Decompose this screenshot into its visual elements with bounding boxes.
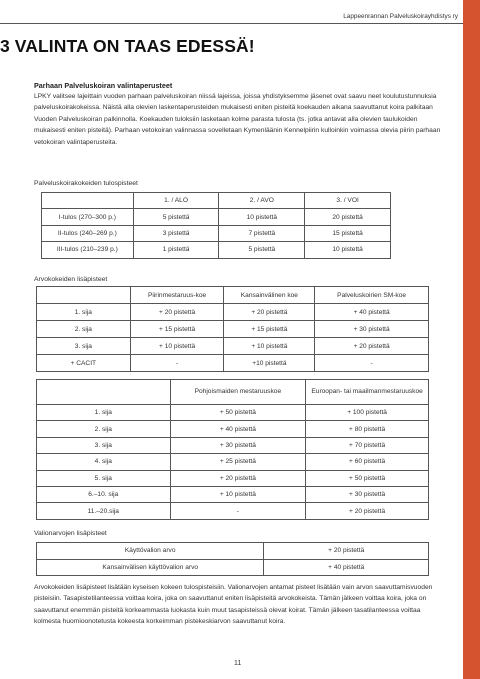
- row-label: 3. sija: [37, 437, 171, 453]
- table-cell: + 40 pistettä: [170, 421, 306, 437]
- table-cell: 1 pistettä: [133, 242, 219, 258]
- row-label: 5. sija: [37, 470, 171, 486]
- table-row: [37, 437, 429, 453]
- table-header-cell: Piirinmestaruus-koe: [130, 287, 224, 304]
- table-header-cell: Palveluskoirien SM-koe: [315, 287, 429, 304]
- table-header-cell: Kansainvälinen koe: [224, 287, 315, 304]
- table-header-cell: 3. / VOI: [305, 193, 391, 209]
- table-header-cell: 1. / ALO: [133, 193, 219, 209]
- accent-side-bar: [463, 0, 480, 679]
- organization-name: Lappeenrannan Palveluskoirayhdistys ry: [343, 13, 458, 20]
- table-row: [37, 503, 429, 519]
- table-cell: + 50 pistettä: [306, 470, 429, 486]
- table-row: [42, 209, 391, 225]
- page-number: 11: [234, 660, 242, 667]
- table-cell: + 20 pistettä: [306, 503, 429, 519]
- table-cell: + 40 pistettä: [264, 559, 429, 576]
- title-points-table: [36, 542, 429, 576]
- row-label: 6.–10. sija: [37, 486, 171, 502]
- row-label: III-tulos (210–239 p.): [42, 242, 134, 258]
- table-row: [37, 486, 429, 502]
- table-header-row: [42, 193, 391, 209]
- title-table-caption: Valionarvojen lisäpisteet: [34, 530, 107, 537]
- table-row: [37, 470, 429, 486]
- results-points-table: [41, 192, 391, 259]
- table-cell: + 15 pistettä: [130, 321, 224, 338]
- table-row: [37, 304, 429, 321]
- table-header-row: [37, 287, 429, 304]
- table-cell: 7 pistettä: [219, 225, 305, 241]
- table-header-cell: Euroopan- tai maailmanmestaruuskoe: [306, 380, 429, 405]
- table-header-cell: 2. / AVO: [219, 193, 305, 209]
- row-label: I-tulos (270–300 p.): [42, 209, 134, 225]
- header-divider: [0, 23, 463, 24]
- table-cell: 20 pistettä: [305, 209, 391, 225]
- table-cell: + 30 pistettä: [306, 486, 429, 502]
- table-cell: + 10 pistettä: [170, 486, 306, 502]
- page-title: 3 VALINTA ON TAAS EDESSÄ!: [0, 36, 255, 56]
- show-points-table: [36, 286, 429, 372]
- table-row: [37, 321, 429, 338]
- table-cell: + 15 pistettä: [224, 321, 315, 338]
- table-row: [37, 405, 429, 421]
- intro-paragraph: LPKY valitsee lajeittain vuoden parhaan palveluskoiran niissä lajeissa, joissa yhdistyksemme jäsenet ovat saavu neet koulutustunnuksia palveluskoirakokeissa. Näistä alla olevien laskentaperusteiden mukaisesti eniten pisteitä koekauden aikana saavuttanut koira palkitaan Vuoden Palveluskoiran palkinnolla. Koekauden tuloksiin lasketaan kolme parasta tulosta (ts. jotka antavat alla olevien taulukoiden mukaisesti eniten pisteitä). Parhaan vetokoiran valinnassa sovelletaan Kymenläänin Kennelpiirin kulloinkin voimassa olevia piirin parhaan vetokoiran valintaperusteita.: [34, 93, 441, 146]
- table-cell: + 100 pistettä: [306, 405, 429, 421]
- table-cell: + 10 pistettä: [224, 338, 315, 355]
- row-label: Kansainvälisen käyttövalion arvo: [37, 559, 264, 576]
- table-cell: -: [315, 355, 429, 372]
- table-cell: + 60 pistettä: [306, 454, 429, 470]
- table-cell: 10 pistettä: [305, 242, 391, 258]
- table-cell: + 20 pistettä: [130, 304, 224, 321]
- section-heading: Parhaan Palveluskoiran valintaperusteet: [34, 81, 173, 90]
- outro-paragraph: Arvokokeiden lisäpisteet lisätään kyseisen kokeen tulospisteisiin. Valionarvojen antamat pisteet lisätään vain arvon saavuttamisvuoden pisteisiin. Tasapistetilanteessa voittaa koira, joka on saavuttanut eniten lisäpisteitä arvokokeista. Tämän jälkeen voittaa koira, joka on saavuttanut enemmän pisteitä korkeammasta luokasta kuin muut tasapisteissä olevat koirat. Tämän jälkeen tasatilanteessa voittaa kolmesta huomioonotetusta kokeesta korkeimman pistekeskiarvon saavuttanut koira.: [34, 584, 433, 625]
- row-label: 4. sija: [37, 454, 171, 470]
- table-header-cell: Pohjoismaiden mestaruuskoe: [170, 380, 306, 405]
- row-label: 2. sija: [37, 321, 131, 338]
- show-table-caption: Arvokokeiden lisäpisteet: [34, 276, 108, 283]
- row-label: 1. sija: [37, 405, 171, 421]
- table-cell: + 20 pistettä: [170, 470, 306, 486]
- table-cell: + 30 pistettä: [315, 321, 429, 338]
- row-label: II-tulos (240–269 p.): [42, 225, 134, 241]
- table-cell: +10 pistettä: [224, 355, 315, 372]
- table-cell: 10 pistettä: [219, 209, 305, 225]
- table-cell: + 40 pistettä: [315, 304, 429, 321]
- table-header-cell: [37, 287, 131, 304]
- table-row: [42, 225, 391, 241]
- table-cell: + 20 pistettä: [264, 543, 429, 560]
- table-cell: + 50 pistettä: [170, 405, 306, 421]
- table-cell: 15 pistettä: [305, 225, 391, 241]
- row-label: 2. sija: [37, 421, 171, 437]
- row-label: + CACIT: [37, 355, 131, 372]
- table-cell: + 25 pistettä: [170, 454, 306, 470]
- table-cell: 3 pistettä: [133, 225, 219, 241]
- table-row: [37, 454, 429, 470]
- table-row: [42, 242, 391, 258]
- table-header-row: [37, 380, 429, 405]
- table-row: [37, 338, 429, 355]
- table-header-cell: [42, 193, 134, 209]
- championship-points-table: [36, 379, 429, 520]
- row-label: 11.–20.sija: [37, 503, 171, 519]
- row-label: 3. sija: [37, 338, 131, 355]
- table-cell: + 80 pistettä: [306, 421, 429, 437]
- table-row: [37, 421, 429, 437]
- table-cell: + 20 pistettä: [224, 304, 315, 321]
- results-table-caption: Palveluskoirakokeiden tulospisteet: [34, 180, 138, 187]
- table-header-cell: [37, 380, 171, 405]
- table-row: [37, 559, 429, 576]
- row-label: 1. sija: [37, 304, 131, 321]
- table-cell: + 30 pistettä: [170, 437, 306, 453]
- table-cell: 5 pistettä: [133, 209, 219, 225]
- table-row: [37, 543, 429, 560]
- table-cell: -: [170, 503, 306, 519]
- row-label: Käyttövalion arvo: [37, 543, 264, 560]
- table-cell: + 10 pistettä: [130, 338, 224, 355]
- table-cell: + 20 pistettä: [315, 338, 429, 355]
- table-cell: 5 pistettä: [219, 242, 305, 258]
- table-cell: + 70 pistettä: [306, 437, 429, 453]
- table-row: [37, 355, 429, 372]
- table-cell: -: [130, 355, 224, 372]
